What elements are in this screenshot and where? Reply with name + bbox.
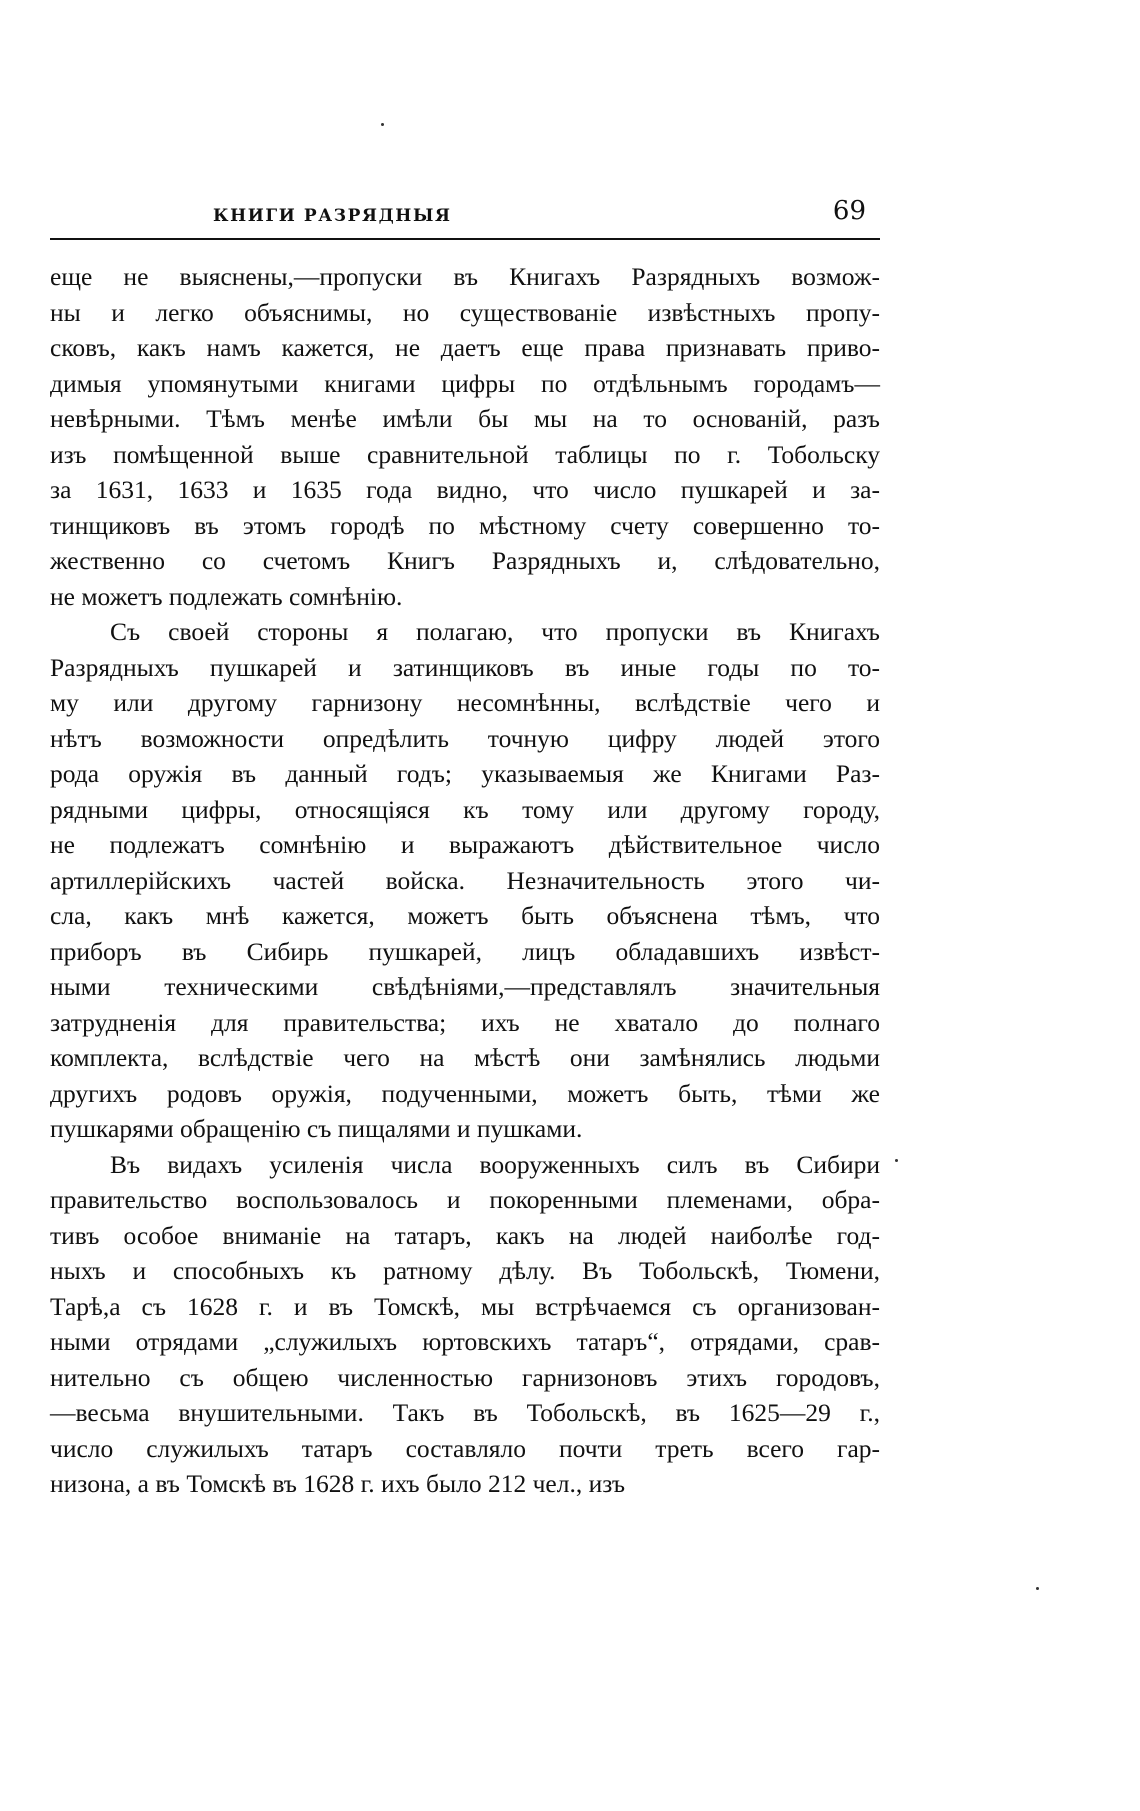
text-line: артиллерійскихъ частей войска. Незначительность этого чи- [50,865,880,895]
stray-mark [1036,1587,1039,1590]
text-line: сла, какъ мнѣ кажется, можетъ быть объяснена тѣмъ, что [50,901,880,930]
text-line: нѣтъ возможности опредѣлить точную цифру людей этого [50,723,880,753]
text-line: изъ помѣщенной выше сравнительной таблицы по г. Тобольску [50,439,880,469]
text-line: рядными цифры, относящіяся къ тому или другому городу, [50,794,880,824]
text-line: ны и легко объяснимы, но существованіе извѣстныхъ пропу- [50,297,880,327]
text-line: не подлежатъ сомнѣнію и выражаютъ дѣйствительное число [50,830,880,859]
text-line: пушкарями обращенію съ пищалями и пушками. [50,1114,583,1143]
text-line: нительно съ общею численностью гарнизоновъ этихъ городовъ, [50,1362,880,1392]
stray-mark [381,123,384,126]
body-text [50,259,880,1502]
text-line: —весьма внушительными. Такъ въ Тобольскѣ, въ 1625—29 г., [50,1398,880,1427]
text-line: сковъ, какъ намъ кажется, не даетъ еще права признавать приво- [50,333,880,362]
text-line: комплекта, вслѣдствіе чего на мѣстѣ они замѣнялись людьми [50,1043,880,1072]
text-line: число служилыхъ татаръ составляло почти треть всего гар- [50,1433,880,1463]
text-line: тивъ особое вниманіе на татаръ, какъ на людей наиболѣе год- [50,1220,880,1250]
stray-mark [895,1159,898,1162]
text-line: Тарѣ,а съ 1628 г. и въ Томскѣ, мы встрѣчаемся съ организован- [50,1291,880,1321]
text-line: рода оружія въ данный годъ; указываемыя же Книгами Раз- [50,759,880,788]
paragraph [50,259,880,614]
text-line: другихъ родовъ оружія, подученными, можетъ быть, тѣми же [50,1078,880,1108]
text-line: правительство воспользовалось и покоренными племенами, обра- [50,1185,880,1214]
paragraph [50,614,880,1147]
text-line: ныхъ и способныхъ къ ратному дѣлу. Въ Тобольскѣ, Тюмени, [50,1256,880,1285]
text-line: еще не выяснены,—пропуски въ Книгахъ Разрядныхъ возмож- [50,262,880,291]
text-line: не можетъ подлежать сомнѣнію. [50,581,403,611]
text-line: невѣрными. Тѣмъ менѣе имѣли бы мы на то основаній, разъ [50,404,880,433]
text-line: Въ видахъ усиленія числа вооруженныхъ силъ въ Сибири [110,1149,880,1179]
running-head [50,192,880,236]
text-line: приборъ въ Сибирь пушкарей, лицъ обладавшихъ извѣст- [50,936,880,966]
book-page [50,192,880,1502]
text-line: Съ своей стороны я полагаю, что пропуски въ Книгахъ [110,617,880,646]
text-line: жественно со счетомъ Книгъ Разрядныхъ и, слѣдовательно, [50,546,880,575]
header-rule [50,238,880,240]
text-line: Разрядныхъ пушкарей и затинщиковъ въ иные годы по то- [50,652,880,682]
text-line: затрудненія для правительства; ихъ не хватало до полнаго [50,1007,880,1037]
text-line: ными техническими свѣдѣніями,—представлялъ значительныя [50,972,880,1001]
running-title: КНИГИ РАЗРЯДНЫЯ [213,206,452,226]
text-line: ными отрядами „служилыхъ юртовскихъ татаръ“, отрядами, срав- [50,1327,880,1356]
paragraph [50,1147,880,1502]
text-line: низона, а въ Томскѣ въ 1628 г. ихъ было 212 чел., изъ [50,1469,626,1498]
text-line: му или другому гарнизону несомнѣнны, вслѣдствіе чего и [50,688,880,717]
text-line: тинщиковъ въ этомъ городѣ по мѣстному счету совершенно то- [50,510,880,540]
text-line: димыя упомянутыми книгами цифры по отдѣльнымъ городамъ— [50,368,880,398]
text-line: за 1631, 1633 и 1635 года видно, что число пушкарей и за- [50,475,880,504]
page-number: 69 [832,196,866,226]
